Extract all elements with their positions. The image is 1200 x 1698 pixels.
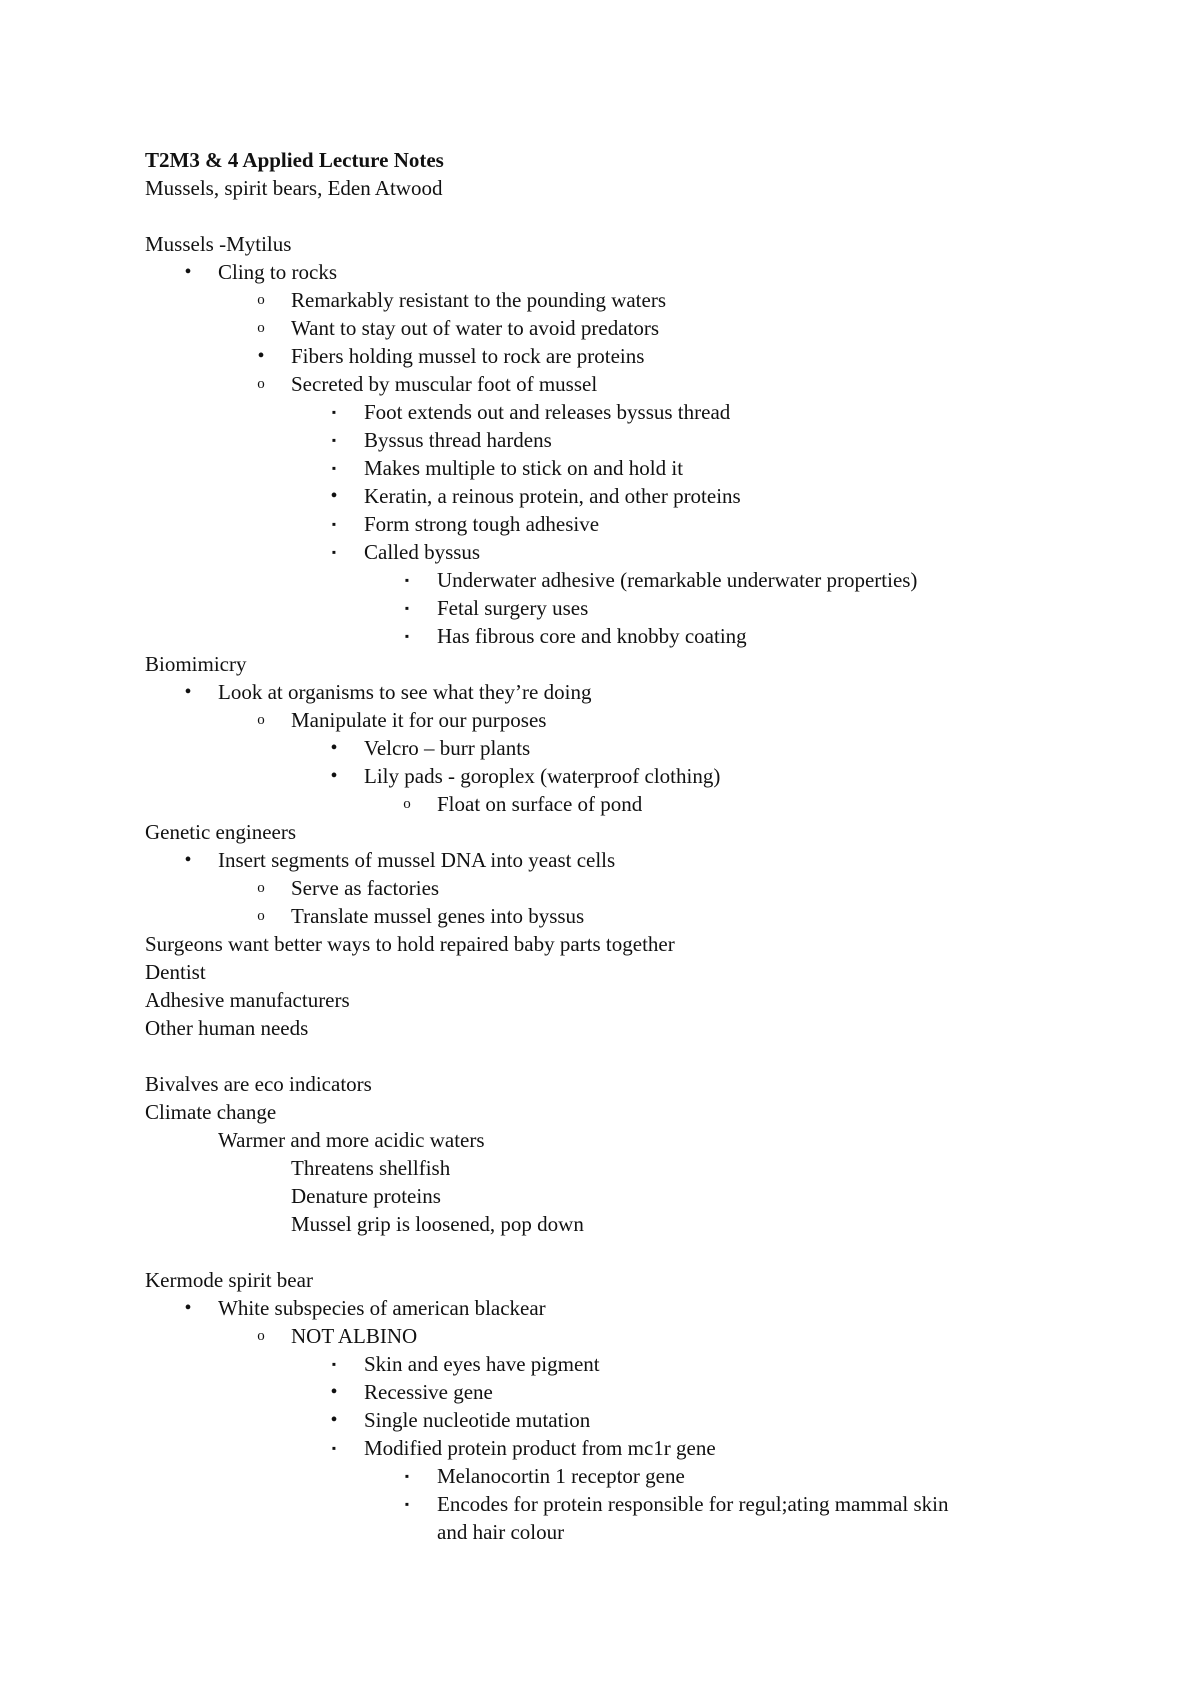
circle-bullet: o: [257, 712, 265, 728]
list-item: Called byssus: [364, 540, 481, 564]
dot-bullet: •: [330, 765, 338, 787]
square-bullet: ▪: [331, 433, 337, 447]
list-item: Melanocortin 1 receptor gene: [437, 1464, 685, 1488]
section-heading: Biomimicry: [145, 652, 247, 676]
dot-bullet: •: [330, 737, 338, 759]
dot-bullet: •: [330, 1381, 338, 1403]
list-item-continuation: and hair colour: [437, 1520, 565, 1544]
dot-bullet: •: [184, 681, 192, 703]
paragraph-line: Warmer and more acidic waters: [218, 1128, 485, 1152]
square-bullet: ▪: [404, 629, 410, 643]
section-heading: Mussels -Mytilus: [145, 232, 292, 256]
dot-bullet: •: [184, 261, 192, 283]
dot-bullet: •: [184, 849, 192, 871]
list-item: Foot extends out and releases byssus thread: [364, 400, 731, 424]
list-item: Float on surface of pond: [437, 792, 643, 816]
list-item: Fibers holding mussel to rock are proteins: [291, 344, 645, 368]
circle-bullet: o: [257, 376, 265, 392]
circle-bullet: o: [403, 796, 411, 812]
list-item: Byssus thread hardens: [364, 428, 552, 452]
square-bullet: ▪: [331, 1441, 337, 1455]
circle-bullet: o: [257, 1328, 265, 1344]
paragraph-line: Climate change: [145, 1100, 277, 1124]
paragraph-line: Surgeons want better ways to hold repaired baby parts together: [145, 932, 675, 956]
paragraph-line: Adhesive manufacturers: [145, 988, 350, 1012]
paragraph-line: Denature proteins: [291, 1184, 441, 1208]
list-item: Cling to rocks: [218, 260, 337, 284]
dot-bullet: •: [257, 345, 265, 367]
list-item: Encodes for protein responsible for regul;ating mammal skin: [437, 1492, 949, 1516]
list-item: Single nucleotide mutation: [364, 1408, 591, 1432]
list-item: Look at organisms to see what they’re doing: [218, 680, 592, 704]
page-subtitle: Mussels, spirit bears, Eden Atwood: [145, 176, 443, 200]
list-item: Recessive gene: [364, 1380, 493, 1404]
square-bullet: ▪: [404, 573, 410, 587]
list-item: Keratin, a reinous protein, and other proteins: [364, 484, 741, 508]
list-item: Lily pads - goroplex (waterproof clothing): [364, 764, 721, 788]
paragraph-line: Mussel grip is loosened, pop down: [291, 1212, 584, 1236]
square-bullet: ▪: [331, 545, 337, 559]
square-bullet: ▪: [404, 1469, 410, 1483]
list-item: Fetal surgery uses: [437, 596, 589, 620]
square-bullet: ▪: [404, 1497, 410, 1511]
square-bullet: ▪: [404, 601, 410, 615]
list-item: Secreted by muscular foot of mussel: [291, 372, 598, 396]
list-item: Modified protein product from mc1r gene: [364, 1436, 716, 1460]
section-heading: Genetic engineers: [145, 820, 297, 844]
list-item: Underwater adhesive (remarkable underwater properties): [437, 568, 918, 592]
list-item: NOT ALBINO: [291, 1324, 418, 1348]
dot-bullet: •: [330, 485, 338, 507]
list-item: Skin and eyes have pigment: [364, 1352, 600, 1376]
square-bullet: ▪: [331, 461, 337, 475]
list-item: Makes multiple to stick on and hold it: [364, 456, 684, 480]
list-item: Form strong tough adhesive: [364, 512, 600, 536]
list-item: Manipulate it for our purposes: [291, 708, 547, 732]
section-heading: Kermode spirit bear: [145, 1268, 313, 1292]
paragraph-line: Bivalves are eco indicators: [145, 1072, 372, 1096]
square-bullet: ▪: [331, 405, 337, 419]
circle-bullet: o: [257, 908, 265, 924]
list-item: Translate mussel genes into byssus: [291, 904, 585, 928]
list-item: Insert segments of mussel DNA into yeast cells: [218, 848, 616, 872]
circle-bullet: o: [257, 320, 265, 336]
list-item: White subspecies of american blackear: [218, 1296, 546, 1320]
page-title: T2M3 & 4 Applied Lecture Notes: [145, 148, 444, 172]
circle-bullet: o: [257, 880, 265, 896]
list-item: Want to stay out of water to avoid predators: [291, 316, 660, 340]
list-item: Remarkably resistant to the pounding waters: [291, 288, 666, 312]
paragraph-line: Threatens shellfish: [291, 1156, 451, 1180]
paragraph-line: Dentist: [145, 960, 206, 984]
square-bullet: ▪: [331, 1357, 337, 1371]
dot-bullet: •: [184, 1297, 192, 1319]
list-item: Serve as factories: [291, 876, 440, 900]
list-item: Velcro – burr plants: [364, 736, 531, 760]
circle-bullet: o: [257, 292, 265, 308]
square-bullet: ▪: [331, 517, 337, 531]
list-item: Has fibrous core and knobby coating: [437, 624, 747, 648]
paragraph-line: Other human needs: [145, 1016, 309, 1040]
dot-bullet: •: [330, 1409, 338, 1431]
